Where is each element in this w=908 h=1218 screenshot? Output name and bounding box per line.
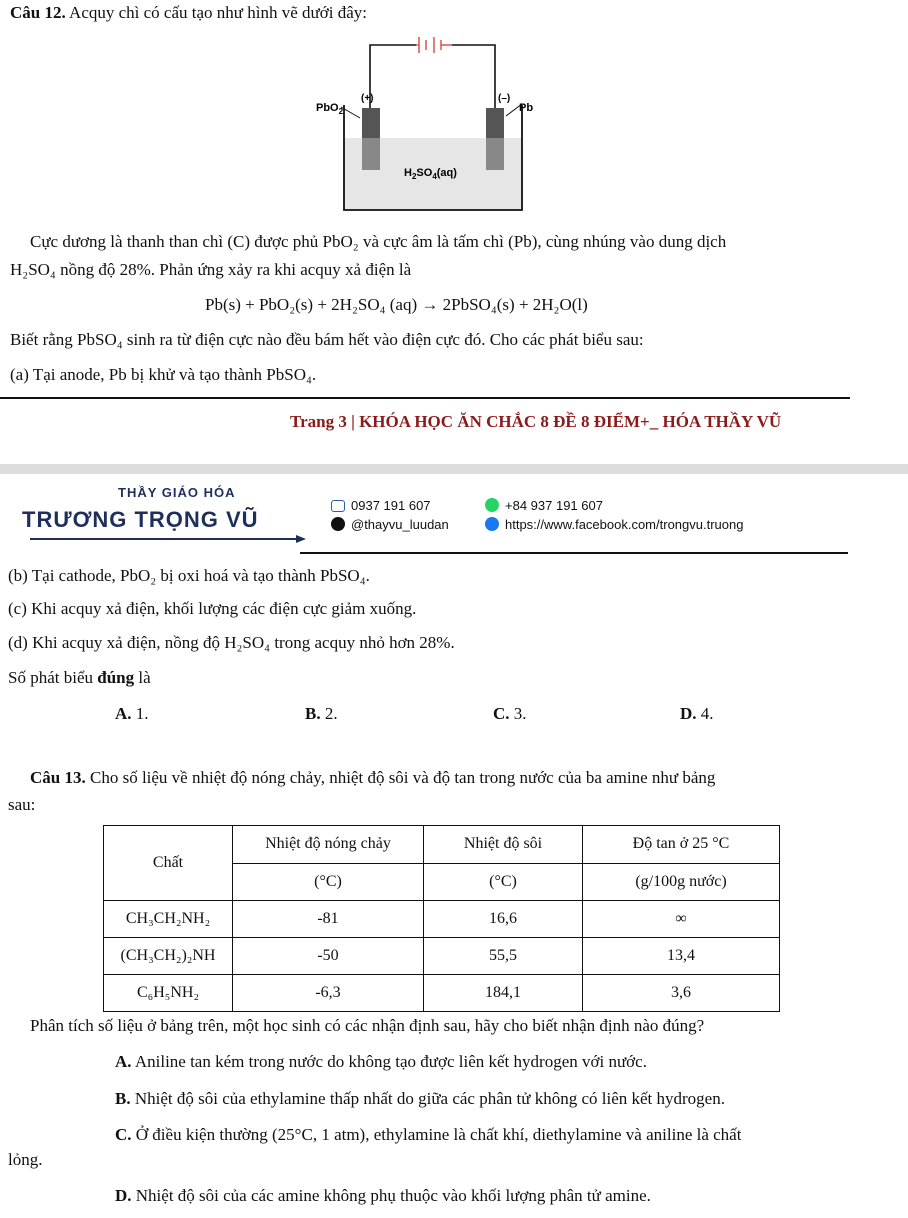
q13-intro-2: sau: xyxy=(8,795,36,814)
cell-s: 55,5 xyxy=(424,938,583,975)
cell-chat: CH₃CH₂NH₂ xyxy=(104,901,233,938)
electrode-pb-bottom xyxy=(486,138,504,170)
label-pb: Pb xyxy=(519,102,534,114)
label-h2so4: $H_2SO_4(aq)$ xyxy=(404,167,457,181)
q12-paragraph-1: Cực dương là thanh than chì (C) được phủ PbO₂ và cực âm là tấm chì (Pb), cùng nhúng vào dung dịch xyxy=(30,232,727,251)
page-footer: Trang 3 | KHÓA HỌC ĂN CHẮC 8 ĐỀ 8 ĐIỂM+_ HÓA THẦY VŨ xyxy=(290,412,782,431)
header-nc-2: (°C) xyxy=(233,863,424,901)
option-text: Nhiệt độ sôi của các amine không phụ thuộc vào khối lượng phân tử amine. xyxy=(131,1186,651,1205)
table-row xyxy=(104,938,780,975)
brand-arrow-icon xyxy=(30,534,310,544)
cell-chat: (CH₃CH₂)₂NH xyxy=(104,938,233,975)
q12-label: Câu 12. xyxy=(10,3,66,22)
whatsapp-icon xyxy=(485,498,499,512)
electrode-pbo2-top xyxy=(362,108,380,138)
battery-diagram xyxy=(300,30,560,215)
option-text: Aniline tan kém trong nước do không tạo được liên kết hydrogen với nước. xyxy=(131,1052,647,1071)
option-text: 2. xyxy=(320,704,338,723)
wire-left xyxy=(370,45,416,108)
q13-option-a[interactable] xyxy=(115,1052,647,1072)
brand-small: THẦY GIÁO HÓA xyxy=(118,485,236,500)
option-letter: A. xyxy=(115,1052,132,1071)
q12-paragraph-3: Biết rằng PbSO₄ sinh ra từ điện cực nào đều bám hết vào điện cực đó. Cho các phát biểu sau: xyxy=(10,330,644,349)
facebook-icon xyxy=(485,517,499,531)
q13-option-d[interactable] xyxy=(115,1186,651,1206)
electrode-pbo2-bottom xyxy=(362,138,380,170)
table-row xyxy=(104,901,780,938)
option-letter: D. xyxy=(680,704,697,723)
q13-option-c[interactable] xyxy=(115,1125,741,1145)
q13-label: Câu 13. xyxy=(30,768,86,787)
cell-t: 13,4 xyxy=(583,938,780,975)
tiktok-icon xyxy=(331,517,345,531)
q12-option-c[interactable] xyxy=(493,704,527,724)
q12-title: Acquy chì có cấu tạo như hình vẽ dưới đây: xyxy=(65,3,367,22)
q12-statement-a: (a) Tại anode, Pb bị khử và tạo thành PbSO₄. xyxy=(10,365,317,384)
option-text: 4. xyxy=(696,704,714,723)
q12-statement-b: (b) Tại cathode, PbO₂ bị oxi hoá và tạo thành PbSO₄. xyxy=(8,566,370,585)
phone1-text: 0937 191 607 xyxy=(351,498,431,513)
electrode-pb-top xyxy=(486,108,504,138)
header-nc-1: Nhiệt độ nóng chảy xyxy=(233,826,424,864)
q13-intro: Cho số liệu về nhiệt độ nóng chảy, nhiệt độ sôi và độ tan trong nước của ba amine như bảng xyxy=(85,768,716,787)
label-negative: (–) xyxy=(498,93,511,104)
page-break-band xyxy=(0,464,908,474)
q12-equation: Pb(s) + PbO₂(s) + 2H₂SO₄ (aq) → 2PbSO₄(s) + 2H₂O(l) xyxy=(205,295,588,314)
cell-s: 184,1 xyxy=(424,975,583,1012)
option-letter: D. xyxy=(115,1186,132,1205)
footer-rule xyxy=(0,397,850,399)
q13-option-b[interactable] xyxy=(115,1089,725,1109)
table-row xyxy=(104,975,780,1012)
q12-option-b[interactable] xyxy=(305,704,338,724)
q13-heading xyxy=(30,768,715,788)
cell-t: ∞ xyxy=(583,901,780,938)
wire-right xyxy=(452,45,495,108)
cell-nc: -6,3 xyxy=(233,975,424,1012)
header-rule xyxy=(300,552,848,554)
zalo-icon xyxy=(331,500,345,512)
option-text: 1. xyxy=(131,704,149,723)
header-t-1: Độ tan ở 25 °C xyxy=(583,826,780,864)
contact-phone2 xyxy=(485,498,603,513)
header-s-1: Nhiệt độ sôi xyxy=(424,826,583,864)
q12-ask-suffix: là xyxy=(134,668,151,687)
header-t-2: (g/100g nước) xyxy=(583,863,780,901)
contact-facebook[interactable] xyxy=(485,517,743,532)
q12-heading xyxy=(10,3,367,23)
header-chat: Chất xyxy=(104,826,233,901)
option-letter: A. xyxy=(115,704,132,723)
tiktok-text: @thayvu_luudan xyxy=(351,517,449,532)
brand-big: TRƯƠNG TRỌNG VŨ xyxy=(22,507,259,532)
cell-symbol-icon xyxy=(416,37,452,53)
cell-t: 3,6 xyxy=(583,975,780,1012)
header-s-2: (°C) xyxy=(424,863,583,901)
q12-ask-bold: đúng xyxy=(97,668,135,687)
facebook-text: https://www.facebook.com/trongvu.truong xyxy=(505,517,744,532)
cell-nc: -81 xyxy=(233,901,424,938)
contact-phone1 xyxy=(331,498,431,513)
q12-question xyxy=(8,668,151,688)
q13-option-c-cont: lỏng. xyxy=(8,1150,43,1169)
q12-option-d[interactable] xyxy=(680,704,714,724)
option-letter: C. xyxy=(493,704,510,723)
amine-table xyxy=(103,825,780,1012)
q12-statement-c: (c) Khi acquy xả điện, khối lượng các điện cực giảm xuống. xyxy=(8,599,417,618)
option-letter: C. xyxy=(115,1125,132,1144)
q13-question: Phân tích số liệu ở bảng trên, một học sinh có các nhận định sau, hãy cho biết nhận định nào đúng? xyxy=(30,1016,705,1035)
cell-nc: -50 xyxy=(233,938,424,975)
option-text: 3. xyxy=(509,704,527,723)
table-header-row xyxy=(104,826,780,864)
q12-statement-d: (d) Khi acquy xả điện, nồng độ H₂SO₄ trong acquy nhỏ hơn 28%. xyxy=(8,633,455,652)
option-letter: B. xyxy=(115,1089,131,1108)
q12-option-a[interactable] xyxy=(115,704,149,724)
label-pbo2: PbO$_2$ xyxy=(316,102,344,116)
cell-chat: C₆H₅NH₂ xyxy=(104,975,233,1012)
q12-paragraph-2: H₂SO₄ nồng độ 28%. Phản ứng xảy ra khi acquy xả điện là xyxy=(10,260,412,279)
q12-ask-prefix: Số phát biểu xyxy=(8,668,98,687)
phone2-text: +84 937 191 607 xyxy=(505,498,603,513)
contact-tiktok[interactable] xyxy=(331,517,449,532)
cell-s: 16,6 xyxy=(424,901,583,938)
option-text: Nhiệt độ sôi của ethylamine thấp nhất do giữa các phân tử không có liên kết hydrogen. xyxy=(130,1089,725,1108)
option-text: Ở điều kiện thường (25°C, 1 atm), ethylamine là chất khí, diethylamine và aniline là chất xyxy=(131,1125,742,1144)
option-letter: B. xyxy=(305,704,321,723)
label-positive: (+) xyxy=(361,93,374,104)
